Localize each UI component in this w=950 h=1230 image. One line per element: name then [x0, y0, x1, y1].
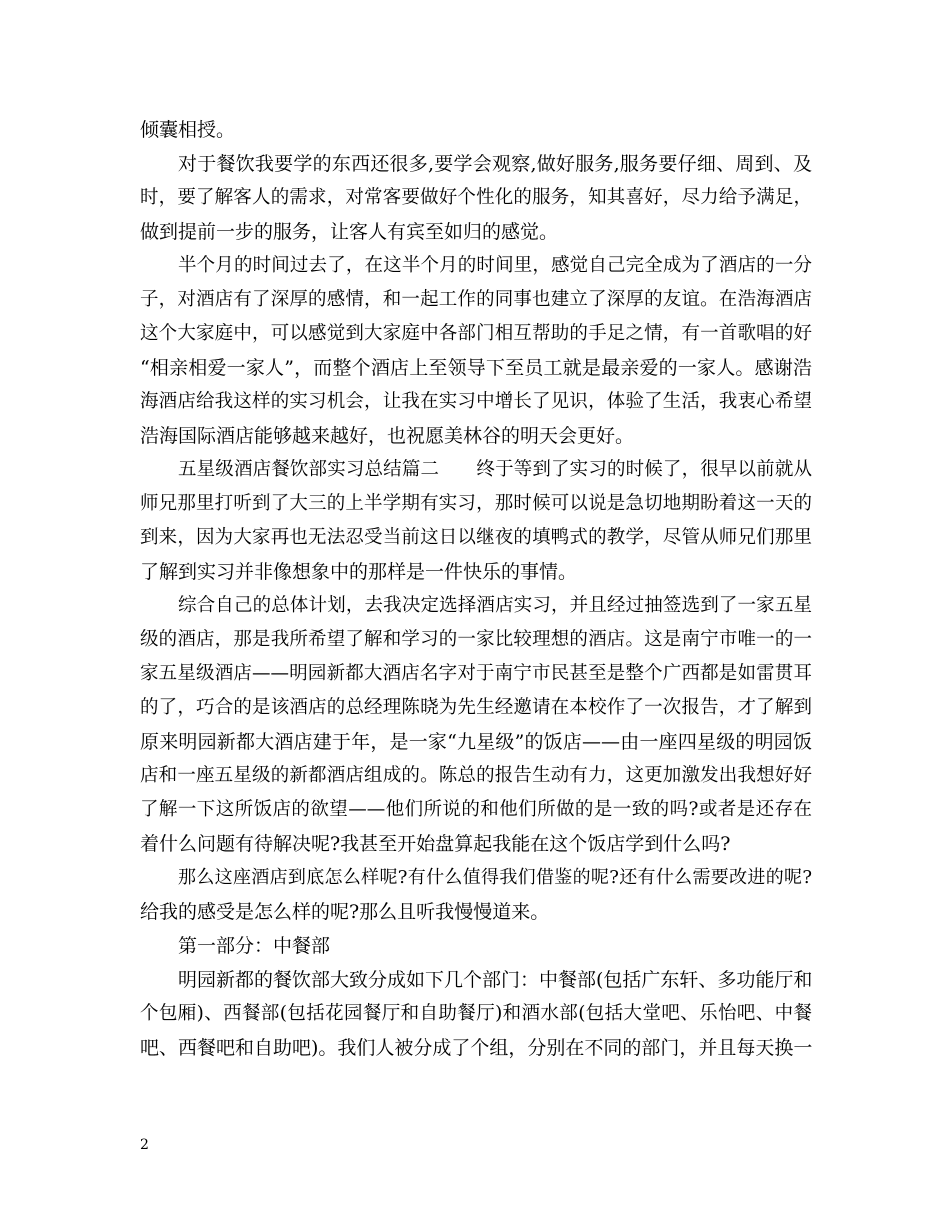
text-line: 对于餐饮我要学的东西还很多,要学会观察,做好服务,服务要仔细、周到、及	[178, 153, 812, 175]
text-line: 浩海国际酒店能够越来越好，也祝愿美林谷的明天会更好。	[140, 425, 635, 447]
text-line: 师兄那里打听到了大三的上半学期有实习，那时候可以说是急切地期盼着这一天的	[140, 493, 812, 514]
text-line: 个包厢)、西餐部(包括花园餐厅和自助餐厅)和酒水部(包括大堂吧、乐怡吧、中餐	[140, 1003, 812, 1024]
text-line: 原来明园新都大酒店建于年，是一家“九星级”的饭店——由一座四星级的明园饭	[140, 731, 812, 753]
text-line: 级的酒店，那是我所希望了解和学习的一家比较理想的酒店。这是南宁市唯一的一	[140, 629, 812, 650]
text-line: “相亲相爱一家人”，而整个酒店上至领导下至员工就是最亲爱的一家人。感谢浩	[140, 357, 812, 379]
text-line: 吧、西餐吧和自助吧)。我们人被分成了个组，分别在不同的部门，并且每天换一	[140, 1037, 813, 1059]
text-line: 子，对酒店有了深厚的感情，和一起工作的同事也建立了深厚的友谊。在浩海酒店	[140, 289, 812, 310]
text-line: 半个月的时间过去了，在这半个月的时间里，感觉自己完全成为了酒店的一分	[178, 255, 812, 276]
text-line: 着什么问题有待解决呢?我甚至开始盘算起我能在这个饭店学到什么吗?	[140, 833, 731, 855]
text-line: 倾囊相授。	[140, 119, 236, 141]
text-line: 五星级酒店餐饮部实习总结篇二 终于等到了实习的时候了，很早以前就从	[178, 459, 812, 480]
text-line: 家五星级酒店——明园新都大酒店名字对于南宁市民甚至是整个广西都是如雷贯耳	[140, 663, 812, 684]
text-line: 店和一座五星级的新都酒店组成的。陈总的报告生动有力，这更加激发出我想好好	[140, 765, 812, 786]
text-line: 做到提前一步的服务，让客人有宾至如归的感觉。	[140, 221, 559, 243]
text-line: 综合自己的总体计划，去我决定选择酒店实习，并且经过抽签选到了一家五星	[178, 595, 812, 616]
text-line: 明园新都的餐饮部大致分成如下几个部门：中餐部(包括广东轩、多功能厅和	[178, 969, 813, 991]
text-line: 给我的感受是怎么样的呢?那么且听我慢慢道来。	[140, 901, 550, 923]
text-line: 海酒店给我这样的实习机会，让我在实习中增长了见识，体验了生活，我衷心希望	[140, 391, 812, 412]
page-number: 2	[140, 1137, 149, 1153]
text-line: 第一部分：中餐部	[178, 935, 331, 957]
text-line: 了解到实习并非像想象中的那样是一件快乐的事情。	[140, 561, 578, 583]
body-text	[140, 113, 812, 1065]
text-line: 的了，巧合的是该酒店的总经理陈晓为先生经邀请在本校作了一次报告，才了解到	[140, 697, 812, 718]
text-line: 那么这座酒店到底怎么样呢?有什么值得我们借鉴的呢?还有什么需要改进的呢?	[178, 867, 812, 888]
text-line: 这个大家庭中，可以感觉到大家庭中各部门相互帮助的手足之情，有一首歌唱的好	[140, 323, 812, 344]
text-line: 了解一下这所饭店的欲望——他们所说的和他们所做的是一致的吗?或者是还存在	[140, 799, 812, 820]
text-line: 到来，因为大家再也无法忍受当前这日以继夜的填鸭式的教学，尽管从师兄们那里	[140, 527, 812, 548]
text-line: 时，要了解客人的需求，对常客要做好个性化的服务，知其喜好，尽力给予满足，	[140, 187, 812, 208]
